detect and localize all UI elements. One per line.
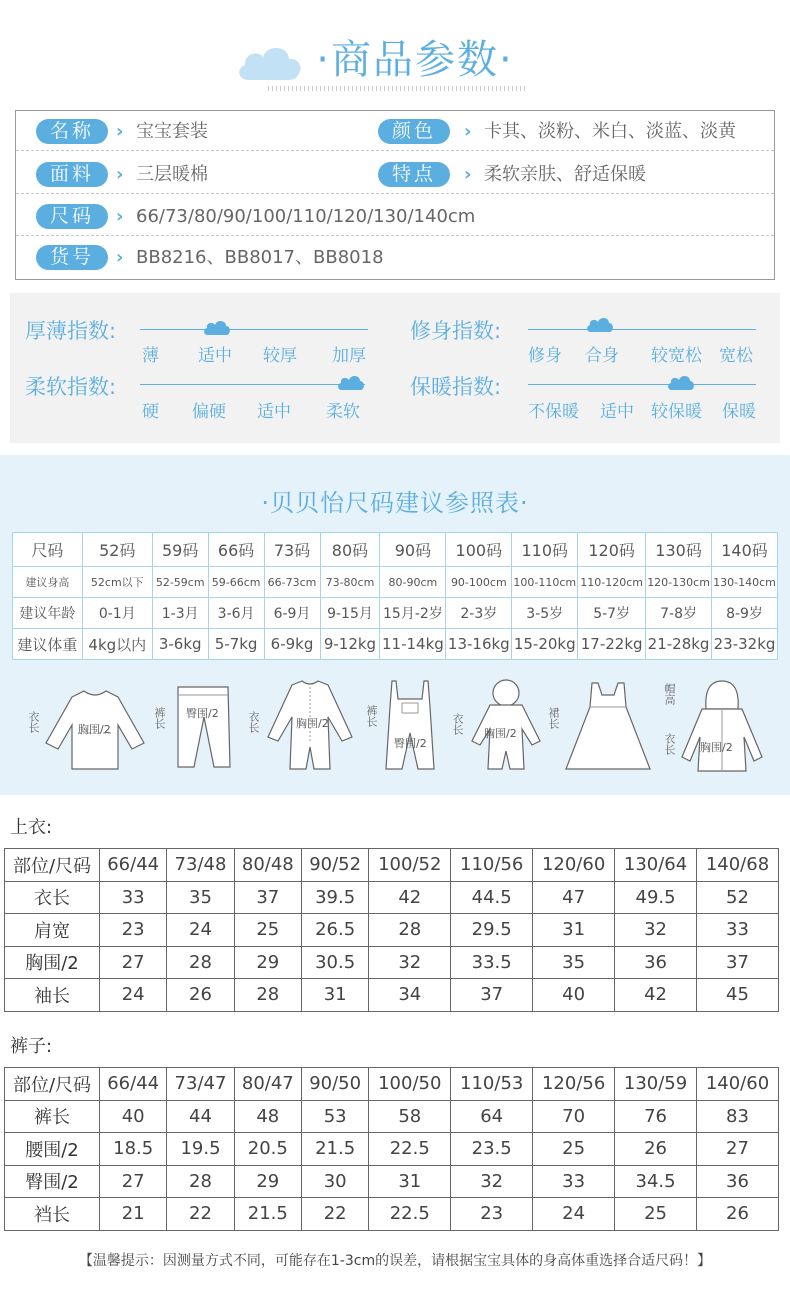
table-cell: 13-16kg xyxy=(446,629,512,660)
fit-option: 合身 xyxy=(585,346,619,366)
name-value: 宝宝套装 xyxy=(136,121,208,142)
table-cell: 23 xyxy=(451,1198,533,1231)
header-cell: 尺码 xyxy=(13,533,83,567)
table-cell: 40 xyxy=(533,979,615,1012)
table-cell: 29 xyxy=(234,946,301,979)
fabric-tag: 面料 xyxy=(36,162,108,187)
table-header-row xyxy=(13,533,778,567)
thickness-scale xyxy=(140,329,368,330)
header-cell: 100码 xyxy=(446,533,512,567)
table-row xyxy=(5,1165,779,1198)
garment-label: 衣长 xyxy=(663,733,676,755)
table-row xyxy=(13,567,778,598)
warmth-option: 不保暖 xyxy=(528,402,579,422)
table-cell: 22 xyxy=(301,1198,368,1231)
header-cell: 120/56 xyxy=(533,1068,615,1101)
table-cell: 23.5 xyxy=(451,1133,533,1166)
table-cell: 26 xyxy=(167,979,234,1012)
row-label: 臀围/2 xyxy=(5,1165,100,1198)
product-params xyxy=(15,110,775,280)
table-cell: 24 xyxy=(533,1198,615,1231)
overalls-icon xyxy=(378,677,442,777)
table-cell: 25 xyxy=(234,914,301,947)
table-cell: 28 xyxy=(167,946,234,979)
garment-diagrams xyxy=(0,677,790,787)
table-cell: 5-7岁 xyxy=(578,598,646,629)
table-cell: 20.5 xyxy=(234,1133,301,1166)
table-cell: 130-140cm xyxy=(712,567,778,598)
table-cell: 18.5 xyxy=(100,1133,167,1166)
table-cell: 120-130cm xyxy=(646,567,712,598)
header-cell: 部位/尺码 xyxy=(5,849,100,882)
thickness-option: 薄 xyxy=(142,346,159,366)
header-cell: 52码 xyxy=(82,533,152,567)
table-cell: 17-22kg xyxy=(578,629,646,660)
table-cell: 47 xyxy=(533,881,615,914)
table-cell: 34.5 xyxy=(615,1165,697,1198)
table-cell: 31 xyxy=(369,1165,451,1198)
table-cell: 31 xyxy=(533,914,615,947)
table-cell: 58 xyxy=(369,1100,451,1133)
table-cell: 40 xyxy=(100,1100,167,1133)
hooded-coat-icon xyxy=(676,677,766,777)
softness-option: 偏硬 xyxy=(192,402,226,422)
header-cell: 130/59 xyxy=(615,1068,697,1101)
table-cell: 24 xyxy=(100,979,167,1012)
table-cell: 33 xyxy=(697,914,779,947)
size-tag: 尺码 xyxy=(36,204,108,229)
page-title: ·商品参数· xyxy=(316,37,514,83)
param-row xyxy=(16,111,774,151)
table-cell: 21 xyxy=(100,1198,167,1231)
header-cell: 110/53 xyxy=(451,1068,533,1101)
header-cell: 130/64 xyxy=(615,849,697,882)
fit-scale xyxy=(528,329,756,330)
size-reference-table xyxy=(12,532,778,660)
table-header-row xyxy=(5,1068,779,1101)
header-cell: 90/52 xyxy=(301,849,368,882)
table-header-row xyxy=(5,849,779,882)
garment-label: 胸围/2 xyxy=(700,741,733,754)
garment-label: 裤长 xyxy=(365,705,378,727)
fit-option: 修身 xyxy=(528,346,562,366)
fabric-index-panel xyxy=(10,293,780,443)
garment-label: 胸围/2 xyxy=(484,727,517,740)
table-row xyxy=(5,946,779,979)
garment-label: 帽高 xyxy=(663,683,676,705)
dress-icon xyxy=(562,677,654,777)
garment-label: 衣长 xyxy=(27,711,40,733)
fit-label: 修身指数: xyxy=(410,319,502,343)
cloud-icon xyxy=(236,40,304,82)
table-cell: 32 xyxy=(615,914,697,947)
warmth-option: 较保暖 xyxy=(651,402,702,422)
table-cell: 3-6kg xyxy=(152,629,208,660)
pants-title: 裤子: xyxy=(10,1036,53,1057)
chevron-right-icon: › xyxy=(464,164,472,185)
table-cell: 3-6月 xyxy=(208,598,264,629)
table-cell: 35 xyxy=(533,946,615,979)
row-label: 肩宽 xyxy=(5,914,100,947)
table-cell: 21.5 xyxy=(301,1133,368,1166)
thickness-option: 加厚 xyxy=(332,346,366,366)
table-cell: 28 xyxy=(369,914,451,947)
garment-label: 衣长 xyxy=(451,713,464,735)
tops-size-table xyxy=(4,848,779,1012)
header-cell: 110码 xyxy=(512,533,578,567)
table-cell: 21.5 xyxy=(234,1198,301,1231)
table-cell: 5-7kg xyxy=(208,629,264,660)
table-cell: 36 xyxy=(697,1165,779,1198)
table-cell: 0-1月 xyxy=(82,598,152,629)
table-cell: 32 xyxy=(451,1165,533,1198)
table-cell: 9-12kg xyxy=(320,629,380,660)
header-cell: 130码 xyxy=(646,533,712,567)
table-cell: 33.5 xyxy=(451,946,533,979)
table-cell: 4kg以内 xyxy=(82,629,152,660)
table-cell: 26 xyxy=(615,1133,697,1166)
softness-option: 硬 xyxy=(142,402,159,422)
table-cell: 22.5 xyxy=(369,1133,451,1166)
table-cell: 76 xyxy=(615,1100,697,1133)
thickness-option: 较厚 xyxy=(263,346,297,366)
table-cell: 52 xyxy=(697,881,779,914)
header-cell: 80/48 xyxy=(234,849,301,882)
table-cell: 37 xyxy=(451,979,533,1012)
softness-label: 柔软指数: xyxy=(25,375,117,399)
row-label: 裆长 xyxy=(5,1198,100,1231)
header-cell: 66/44 xyxy=(100,849,167,882)
color-value: 卡其、淡粉、米白、淡蓝、淡黄 xyxy=(484,121,736,142)
header-cell: 120/60 xyxy=(533,849,615,882)
header-cell: 140/60 xyxy=(697,1068,779,1101)
warmth-option: 适中 xyxy=(600,402,634,422)
param-row xyxy=(16,154,774,194)
warmth-label: 保暖指数: xyxy=(410,375,502,399)
reference-title: ·贝贝怡尺码建议参照表· xyxy=(261,489,529,517)
table-cell: 30.5 xyxy=(301,946,368,979)
table-cell: 23-32kg xyxy=(712,629,778,660)
row-label: 裤长 xyxy=(5,1100,100,1133)
cloud-icon xyxy=(203,318,231,336)
thickness-option: 适中 xyxy=(198,346,232,366)
header-cell: 80/47 xyxy=(234,1068,301,1101)
tops-title: 上衣: xyxy=(10,817,53,838)
table-cell: 29.5 xyxy=(451,914,533,947)
header-cell: 59码 xyxy=(152,533,208,567)
header-cell: 100/52 xyxy=(369,849,451,882)
row-label: 袖长 xyxy=(5,979,100,1012)
table-cell: 9-15月 xyxy=(320,598,380,629)
header-cell: 部位/尺码 xyxy=(5,1068,100,1101)
header-cell: 140/68 xyxy=(697,849,779,882)
table-cell: 21-28kg xyxy=(646,629,712,660)
row-label: 衣长 xyxy=(5,881,100,914)
garment-label: 胸围/2 xyxy=(296,717,329,730)
name-tag: 名称 xyxy=(36,119,108,144)
warmth-scale xyxy=(528,384,756,385)
table-cell: 7-8岁 xyxy=(646,598,712,629)
table-cell: 22.5 xyxy=(369,1198,451,1231)
table-cell: 19.5 xyxy=(167,1133,234,1166)
warmth-option: 保暖 xyxy=(722,402,756,422)
table-cell: 37 xyxy=(697,946,779,979)
table-cell: 24 xyxy=(167,914,234,947)
table-cell: 27 xyxy=(697,1133,779,1166)
table-cell: 30 xyxy=(301,1165,368,1198)
pants-size-table xyxy=(4,1067,779,1231)
header-cell: 90码 xyxy=(380,533,446,567)
param-row xyxy=(16,196,774,236)
table-cell: 73-80cm xyxy=(320,567,380,598)
table-cell: 33 xyxy=(100,881,167,914)
header-cell: 73/47 xyxy=(167,1068,234,1101)
chevron-right-icon: › xyxy=(116,121,124,142)
table-cell: 64 xyxy=(451,1100,533,1133)
garment-label: 臀围/2 xyxy=(394,737,427,750)
table-cell: 23 xyxy=(100,914,167,947)
table-cell: 42 xyxy=(615,979,697,1012)
table-cell: 42 xyxy=(369,881,451,914)
color-tag: 颜色 xyxy=(378,119,450,144)
table-cell: 90-100cm xyxy=(446,567,512,598)
table-cell: 2-3岁 xyxy=(446,598,512,629)
table-cell: 31 xyxy=(301,979,368,1012)
garment-label: 裤长 xyxy=(153,707,166,729)
header-cell: 80码 xyxy=(320,533,380,567)
chevron-right-icon: › xyxy=(116,206,124,227)
table-cell: 53 xyxy=(301,1100,368,1133)
table-cell: 70 xyxy=(533,1100,615,1133)
garment-label: 胸围/2 xyxy=(78,723,111,736)
table-row xyxy=(5,1100,779,1133)
table-cell: 3-5岁 xyxy=(512,598,578,629)
table-cell: 28 xyxy=(234,979,301,1012)
table-row xyxy=(5,979,779,1012)
table-cell: 35 xyxy=(167,881,234,914)
cloud-icon xyxy=(667,373,695,391)
feature-value: 柔软亲肤、舒适保暖 xyxy=(484,164,646,185)
table-cell: 52cm以下 xyxy=(82,567,152,598)
table-cell: 36 xyxy=(615,946,697,979)
table-cell: 28 xyxy=(167,1165,234,1198)
cloud-icon xyxy=(337,373,365,391)
header-cell: 110/56 xyxy=(451,849,533,882)
table-cell: 1-3月 xyxy=(152,598,208,629)
table-cell: 52-59cm xyxy=(152,567,208,598)
size-value: 66/73/80/90/100/110/120/130/140cm xyxy=(136,206,476,227)
softness-option: 柔软 xyxy=(326,402,360,422)
chevron-right-icon: › xyxy=(464,121,472,142)
table-cell: 25 xyxy=(533,1133,615,1166)
garment-label: 裙长 xyxy=(547,707,560,729)
table-row xyxy=(5,1198,779,1231)
table-row xyxy=(13,629,778,660)
garment-label: 臀围/2 xyxy=(186,707,219,720)
table-cell: 39.5 xyxy=(301,881,368,914)
table-cell: 44.5 xyxy=(451,881,533,914)
row-label: 建议体重 xyxy=(13,629,83,660)
header-cell: 73/48 xyxy=(167,849,234,882)
table-cell: 6-9kg xyxy=(264,629,320,660)
fit-option: 较宽松 xyxy=(651,346,702,366)
softness-scale xyxy=(140,384,365,385)
footer-note: 【温馨提示：因测量方式不同，可能存在1-3cm的误差，请根据宝宝具体的身高体重选择合适尺码！】 xyxy=(78,1253,712,1269)
table-cell: 33 xyxy=(533,1165,615,1198)
header-cell: 140码 xyxy=(712,533,778,567)
table-cell: 22 xyxy=(167,1198,234,1231)
table-cell: 83 xyxy=(697,1100,779,1133)
chevron-right-icon: › xyxy=(116,164,124,185)
header-cell: 90/50 xyxy=(301,1068,368,1101)
table-cell: 37 xyxy=(234,881,301,914)
header-cell: 66码 xyxy=(208,533,264,567)
row-label: 建议年龄 xyxy=(13,598,83,629)
table-cell: 26 xyxy=(697,1198,779,1231)
row-label: 腰围/2 xyxy=(5,1133,100,1166)
table-cell: 49.5 xyxy=(615,881,697,914)
param-row xyxy=(16,237,774,277)
table-cell: 27 xyxy=(100,946,167,979)
table-cell: 6-9月 xyxy=(264,598,320,629)
header-cell: 100/50 xyxy=(369,1068,451,1101)
chevron-right-icon: › xyxy=(116,247,124,268)
pants-icon xyxy=(170,677,236,777)
table-row xyxy=(5,1133,779,1166)
sku-tag: 货号 xyxy=(36,245,108,270)
table-cell: 15月-2岁 xyxy=(380,598,446,629)
table-cell: 15-20kg xyxy=(512,629,578,660)
table-cell: 66-73cm xyxy=(264,567,320,598)
table-cell: 27 xyxy=(100,1165,167,1198)
fabric-value: 三层暖棉 xyxy=(136,164,208,185)
table-cell: 100-110cm xyxy=(512,567,578,598)
table-cell: 8-9岁 xyxy=(712,598,778,629)
table-cell: 25 xyxy=(615,1198,697,1231)
table-row xyxy=(13,598,778,629)
table-cell: 34 xyxy=(369,979,451,1012)
cloud-icon xyxy=(586,315,614,333)
header-cell: 66/44 xyxy=(100,1068,167,1101)
table-row xyxy=(5,914,779,947)
page-header xyxy=(0,0,790,100)
table-cell: 11-14kg xyxy=(380,629,446,660)
sku-value: BB8216、BB8017、BB8018 xyxy=(136,247,384,268)
row-label: 建议身高 xyxy=(13,567,83,598)
table-row xyxy=(5,881,779,914)
row-label: 胸围/2 xyxy=(5,946,100,979)
garment-label: 衣长 xyxy=(247,711,260,733)
table-cell: 44 xyxy=(167,1100,234,1133)
title-underline xyxy=(268,86,528,91)
thickness-label: 厚薄指数: xyxy=(25,319,117,343)
softness-option: 适中 xyxy=(257,402,291,422)
table-cell: 26.5 xyxy=(301,914,368,947)
table-cell: 59-66cm xyxy=(208,567,264,598)
table-cell: 110-120cm xyxy=(578,567,646,598)
table-cell: 32 xyxy=(369,946,451,979)
table-cell: 45 xyxy=(697,979,779,1012)
table-cell: 80-90cm xyxy=(380,567,446,598)
fit-option: 宽松 xyxy=(719,346,753,366)
feature-tag: 特点 xyxy=(378,162,450,187)
header-cell: 120码 xyxy=(578,533,646,567)
header-cell: 73码 xyxy=(264,533,320,567)
table-cell: 29 xyxy=(234,1165,301,1198)
table-cell: 48 xyxy=(234,1100,301,1133)
size-reference-section xyxy=(0,455,790,795)
